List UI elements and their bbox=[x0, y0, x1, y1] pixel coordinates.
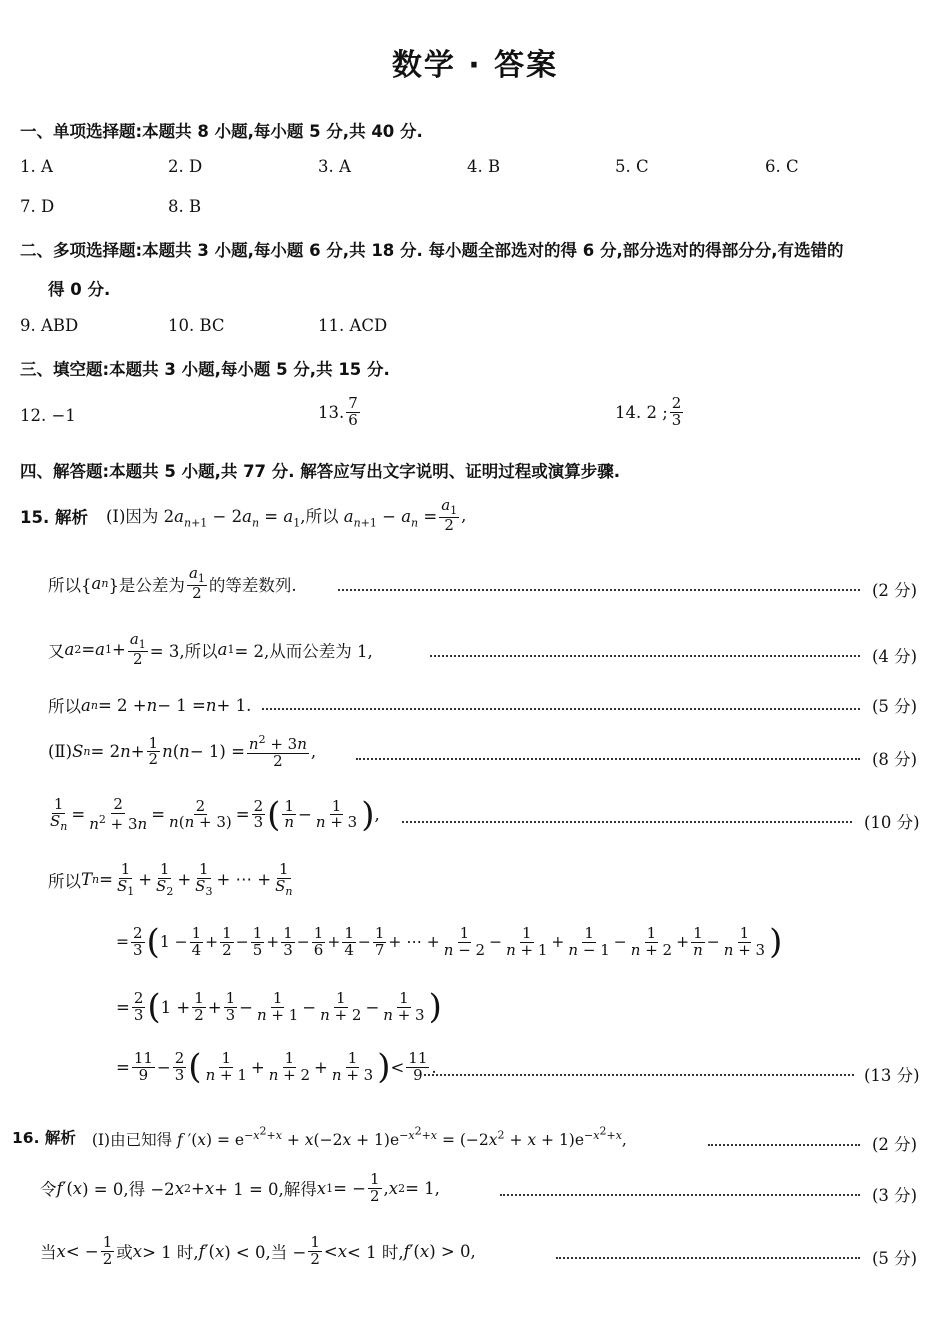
q15-line-8: = $\frac{2}{3}$ ( 1 − $\frac{1}{4}$ + $\frac{1}{2}$ − $\frac{1}{5}$ + $\frac{1}{3}$ − $\frac{1}{6}$ + $\frac{1}{4}$ − $\frac{1}{7}$ + ⋯ + $\frac{1}{n - 2}$ − $\frac{1}{n + 1}$ + $\frac{1}{n - 1}$ − $\frac{1}{n + 2}$ + $\frac{1}{n}$ − $\frac{1}{n + 3}$ ) bbox=[116, 922, 783, 962]
q16-score-3: (5 分) bbox=[872, 1249, 918, 1268]
answer-11: 11. ACD bbox=[318, 316, 388, 335]
answer-3: 3. A bbox=[318, 157, 351, 176]
answer-6: 6. C bbox=[765, 157, 799, 176]
score-leader bbox=[356, 758, 860, 760]
answer-13-fraction bbox=[346, 396, 360, 429]
q15-line-4: 所以 a n = 2 + n − 1 = n + 1. bbox=[48, 695, 252, 716]
answer-7: 7. D bbox=[20, 197, 55, 216]
answer-5: 5. C bbox=[615, 157, 649, 176]
answer-14 bbox=[615, 396, 685, 429]
score-leader bbox=[556, 1257, 860, 1259]
q15-line-2: 所以{ a n }是公差为 $\frac{a_1}{2}$ 的等差数列. bbox=[48, 564, 297, 602]
q16-score-1: (2 分) bbox=[872, 1135, 918, 1154]
q15-line-6: $\frac{1}{S_n}$ = $\frac{2}{n^2 + 3n}$ = $\frac{2}{n(n + 3)}$ = $\frac{2}{3}$ ( $\frac{1}{n}$ − $\frac{1}{n + 3}$ ) , bbox=[50, 794, 380, 835]
answer-8: 8. B bbox=[168, 197, 202, 216]
q15-line-1: 15. 解析 (Ⅰ)因为 $2a_{n+1} - 2a_n = a_1$,所以 $a_{n+1} - a_n$ = $\frac{a_1}{2}$ , bbox=[20, 496, 467, 534]
q16-score-2: (3 分) bbox=[872, 1186, 918, 1205]
section4-heading: 四、解答题:本题共 5 小题,共 77 分. 解答应写出文字说明、证明过程或演算步骤. bbox=[20, 462, 621, 481]
q15-score-4: (8 分) bbox=[872, 750, 918, 769]
page-title: 数学 · 答案 bbox=[391, 48, 559, 83]
section1-heading: 一、单项选择题:本题共 8 小题,每小题 5 分,共 40 分. bbox=[20, 122, 423, 141]
section3-heading: 三、填空题:本题共 3 小题,每小题 5 分,共 15 分. bbox=[20, 360, 390, 379]
section2-heading: 二、多项选择题:本题共 3 小题,每小题 6 分,共 18 分. 每小题全部选对的得 6 分,部分选对的得部分分,有选错的 bbox=[20, 241, 844, 260]
answer-1: 1. A bbox=[20, 157, 53, 176]
answer-4: 4. B bbox=[467, 157, 501, 176]
answer-13-label: 13. bbox=[318, 402, 345, 422]
score-leader bbox=[430, 655, 860, 657]
score-leader bbox=[338, 589, 860, 591]
answer-13-num: 7 bbox=[348, 394, 358, 412]
q15-line-7: 所以 T n = $\frac{1}{S_1}$ + $\frac{1}{S_2}$ + $\frac{1}{S_3}$ + ⋯ + $\frac{1}{S_n}$ bbox=[48, 860, 293, 898]
score-leader bbox=[424, 1074, 854, 1076]
answer-10: 10. BC bbox=[168, 316, 225, 335]
q15-score-5: (10 分) bbox=[864, 813, 920, 832]
q15-line-5: (Ⅱ) S n = 2 n + $\frac{1}{2}$ n ( n − 1) = $\frac{n^2 + 3n}{2}$ , bbox=[48, 733, 317, 770]
answer-14-label: 14. 2 ; bbox=[615, 402, 668, 422]
answer-12: 12. −1 bbox=[20, 406, 76, 425]
q15-line-9: = $\frac{2}{3}$ ( 1 + $\frac{1}{2}$ + $\frac{1}{3}$ − $\frac{1}{n + 1}$ − $\frac{1}{n + 2}$ − $\frac{1}{n + 3}$ ) bbox=[116, 987, 442, 1027]
score-leader bbox=[262, 708, 860, 710]
answer-14-num: 2 bbox=[671, 394, 682, 412]
q16-label: 16. 解析 bbox=[12, 1128, 76, 1147]
q15-score-2: (4 分) bbox=[872, 647, 918, 666]
answer-2: 2. D bbox=[168, 157, 203, 176]
answer-14-den: 3 bbox=[671, 410, 682, 429]
q15-line-10: = $\frac{11}{9}$ − $\frac{2}{3}$ ( $\frac{1}{n + 1}$ + $\frac{1}{n + 2}$ + $\frac{1}{n + 3}$ ) < $\frac{11}{9}$ . bbox=[116, 1047, 437, 1087]
q15-score-3: (5 分) bbox=[872, 697, 918, 716]
q15-label: 15. 解析 bbox=[20, 507, 88, 527]
q15-line-3: 又 a 2 = a 1 + $\frac{a_1}{2}$ = 3,所以 a 1 = 2,从而公差为 1, bbox=[48, 630, 373, 668]
answer-13 bbox=[318, 396, 362, 429]
answer-14-fraction bbox=[670, 396, 684, 429]
q15-score-6: (13 分) bbox=[864, 1066, 920, 1085]
q16-line-3: 当 x < − $\frac{1}{2}$ 或 x > 1 时, f ′( x ) < 0,当 − $\frac{1}{2}$ < x < 1 时, f ′( x ) > 0, bbox=[40, 1233, 476, 1268]
score-leader bbox=[500, 1194, 860, 1196]
answer-9: 9. ABD bbox=[20, 316, 79, 335]
score-leader bbox=[708, 1144, 860, 1146]
q15-score-1: (2 分) bbox=[872, 581, 918, 600]
score-leader bbox=[402, 821, 852, 823]
q16-line-2: 令 f ′( x ) = 0,得 −2 x 2 + x + 1 = 0,解得 x 1 = − $\frac{1}{2}$ , x 2 = 1, bbox=[40, 1170, 440, 1205]
answer-13-den: 6 bbox=[348, 410, 358, 429]
section2-heading-cont: 得 0 分. bbox=[48, 280, 111, 299]
q16-line-1: 16. 解析 (Ⅰ)由已知得 f $'(x) = e^{-x^2+x} + x(-2x + 1)e^{-x^2+x} = (-2x^2 + x + 1)e^{-x^2+x}$, bbox=[12, 1124, 627, 1149]
